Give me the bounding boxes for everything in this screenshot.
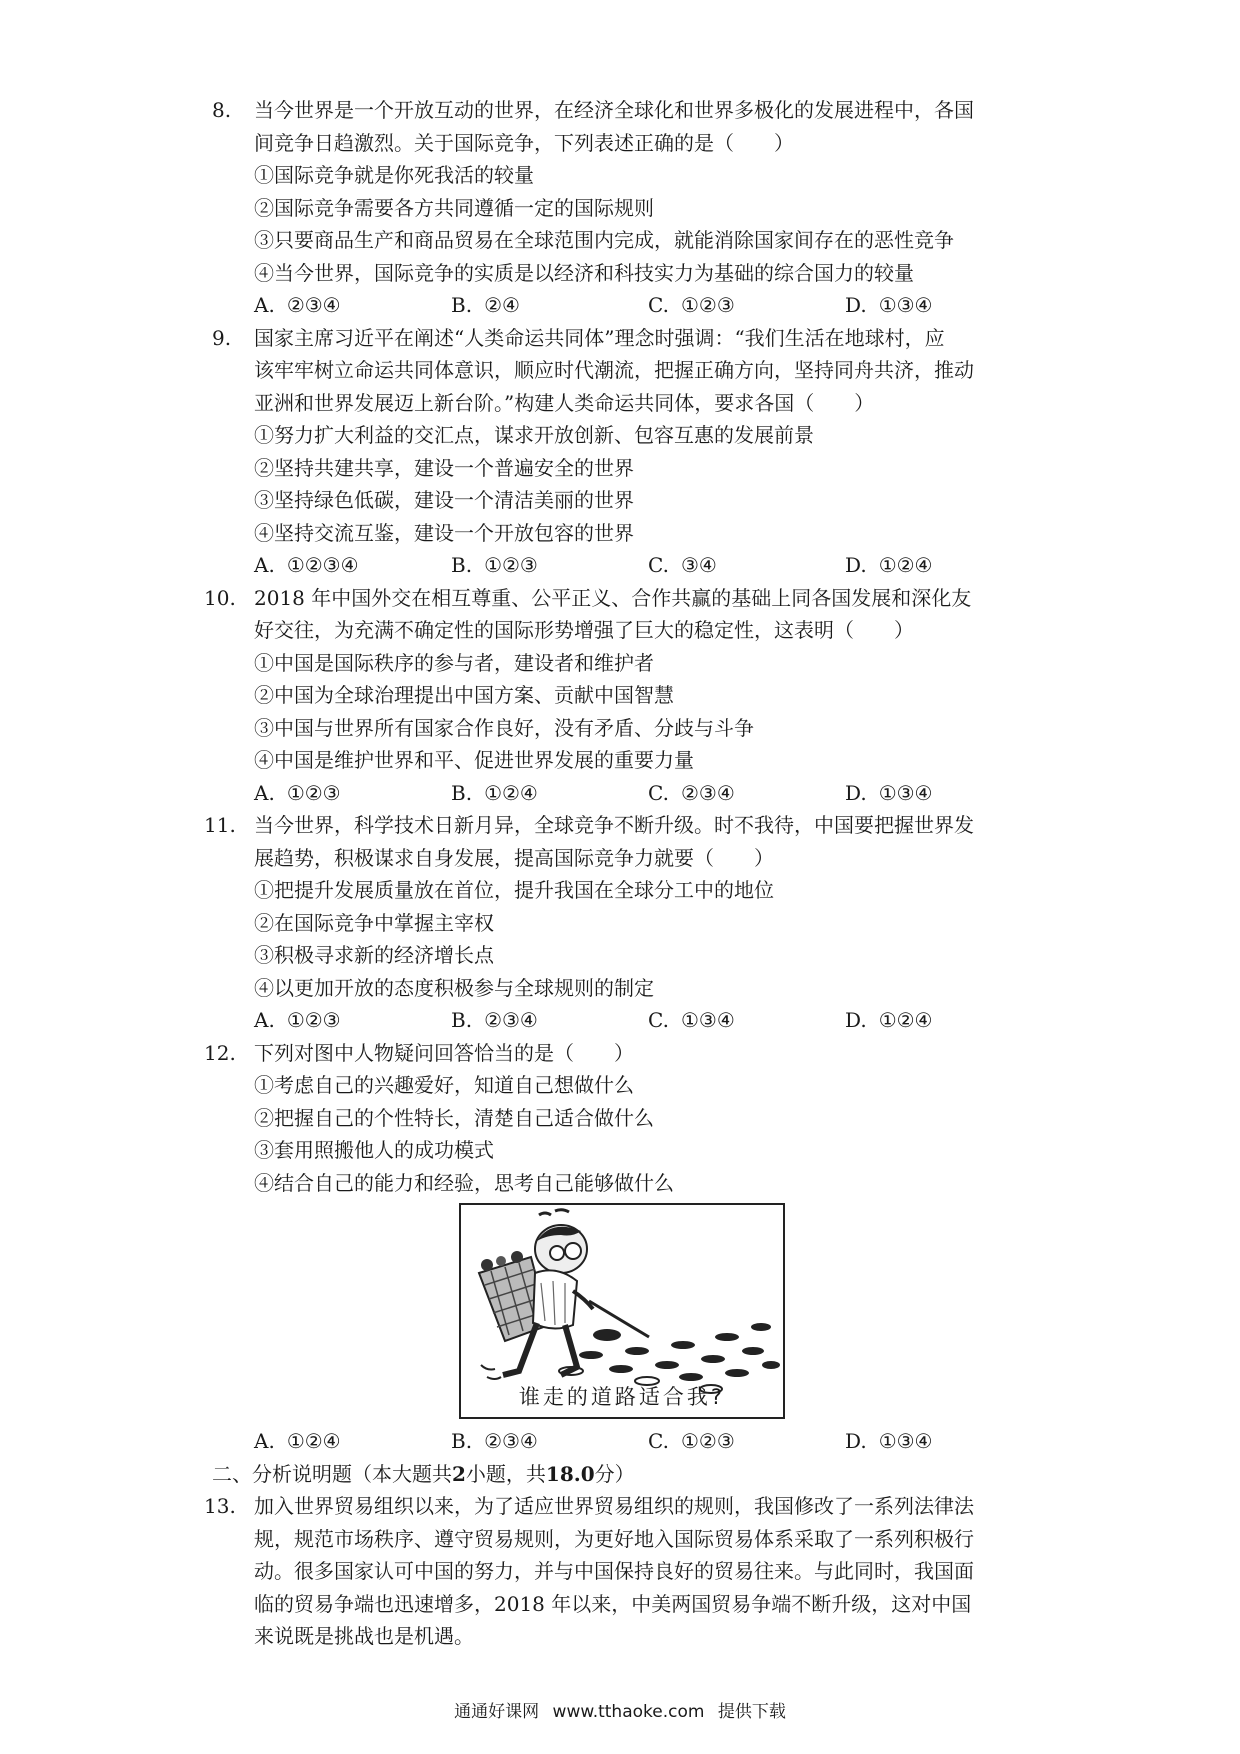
option-text: ①②④ [878, 553, 933, 577]
option-c[interactable] [648, 1004, 845, 1037]
option-text: ①③④ [878, 1429, 933, 1453]
cartoon-figure [459, 1203, 785, 1419]
option-a[interactable] [254, 777, 451, 810]
footer-tail: 提供下载 [717, 1702, 786, 1722]
section-heading-mid: 小题，共 [465, 1461, 546, 1486]
footer-url[interactable]: www.tthaoke.com [552, 1702, 705, 1722]
option-text: ①③④ [878, 780, 933, 805]
option-label: C. [648, 780, 669, 805]
statement-2: ②坚持共建共享，建设一个普遍安全的世界 [254, 455, 634, 480]
statement-2: ②中国为全球治理提出中国方案、贡献中国智慧 [254, 683, 674, 707]
option-text: ①②③ [286, 1008, 341, 1032]
option-d[interactable] [845, 289, 1042, 322]
question-number: 11. [204, 813, 236, 837]
option-label: B. [451, 293, 473, 317]
option-text: ①②③ [680, 1429, 735, 1453]
statement-4: ④中国是维护世界和平、促进世界发展的重要力量 [254, 748, 694, 772]
statement-3: ③只要商品生产和商品贸易在全球范围内完成，就能消除国家间存在的恶性竞争 [254, 228, 954, 252]
question-number: 8. [212, 98, 232, 122]
statement-1: ①努力扩大利益的交汇点，谋求开放创新、包容互惠的发展前景 [254, 423, 814, 447]
stem-text: 当今世界，科学技术日新月异，全球竞争不断升级。时不我待，中国要把握世界发 [254, 813, 974, 837]
option-text: ①③④ [680, 1008, 735, 1032]
question-9 [212, 322, 1042, 582]
option-d[interactable] [845, 1425, 1042, 1458]
option-text: ①③④ [878, 293, 933, 317]
question-stem-line: 亚洲和世界发展迈上新台阶。”构建人类命运共同体，要求各国（ ） [254, 390, 875, 415]
option-label: A. [254, 553, 275, 577]
option-text: ①②③ [484, 553, 538, 577]
question-stem-line: 展趋势，积极谋求自身发展，提高国际竞争力就要（ ） [254, 845, 774, 870]
section-heading [212, 1458, 1042, 1491]
options-row [212, 289, 1042, 322]
question-stem-line [204, 1037, 1042, 1070]
stem-text: 下列对图中人物疑问回答恰当的是（ ） [254, 1040, 634, 1065]
option-label: B. [451, 780, 473, 805]
option-a[interactable] [254, 1425, 451, 1458]
option-b[interactable] [451, 289, 648, 322]
option-label: A. [254, 780, 275, 805]
stem-text: 加入世界贸易组织以来，为了适应世界贸易组织的规则，我国修改了一系列法律法 [254, 1494, 974, 1518]
option-label: D. [845, 293, 867, 317]
option-label: B. [451, 553, 473, 577]
option-label: C. [648, 1008, 669, 1032]
option-c[interactable] [648, 777, 845, 810]
section-heading-suffix: 分） [594, 1461, 635, 1486]
question-stem-line [204, 582, 1042, 615]
statement-4: ④坚持交流互鉴，建设一个开放包容的世界 [254, 520, 634, 545]
figure-caption: 谁走的道路适合我? [518, 1385, 726, 1409]
stem-text: 2018 年中国外交在相互尊重、公平正义、合作共赢的基础上同各国发展和深化友 [254, 585, 972, 610]
question-stem-line [212, 94, 1042, 127]
options-row [212, 549, 1042, 582]
question-number: 12. [204, 1040, 236, 1065]
option-a[interactable] [254, 1004, 451, 1037]
statement-3: ③中国与世界所有国家合作良好，没有矛盾、分歧与斗争 [254, 715, 754, 740]
option-label: A. [254, 1008, 275, 1032]
section-score: 18.0 [545, 1461, 595, 1486]
question-number: 10. [204, 585, 236, 610]
question-stem-line: 该牢牢树立命运共同体意识，顺应时代潮流，把握正确方向，坚持同舟共济，推动 [254, 358, 974, 382]
option-label: D. [845, 780, 867, 805]
option-a[interactable] [254, 289, 451, 322]
statement-1: ①中国是国际秩序的参与者，建设者和维护者 [254, 650, 654, 675]
statement-1: ①国际竞争就是你死我活的较量 [254, 163, 534, 187]
option-label: C. [648, 553, 669, 577]
statement-4: ④当今世界，国际竞争的实质是以经济和科技实力为基础的综合国力的较量 [254, 260, 914, 285]
question-stem-line [204, 1490, 1042, 1523]
option-text: ②③④ [680, 780, 735, 805]
option-text: ①②④ [878, 1008, 933, 1032]
statement-4: ④以更加开放的态度积极参与全球规则的制定 [254, 975, 654, 1000]
option-b[interactable] [451, 1004, 648, 1037]
option-c[interactable] [648, 289, 845, 322]
option-text: ①②③ [286, 780, 341, 805]
option-b[interactable] [451, 777, 648, 810]
statement-3: ③套用照搬他人的成功模式 [254, 1138, 494, 1162]
page-footer [0, 1697, 1240, 1722]
statement-4: ④结合自己的能力和经验，思考自己能够做什么 [254, 1170, 674, 1195]
question-stem-line: 间竞争日趋激烈。关于国际竞争，下列表述正确的是（ ） [254, 130, 794, 155]
option-label: C. [648, 1429, 669, 1453]
statement-2: ②把握自己的个性特长，清楚自己适合做什么 [254, 1105, 654, 1130]
question-stem-line [212, 322, 1042, 355]
question-stem-line: 来说既是挑战也是机遇。 [254, 1624, 474, 1648]
question-stem-line: 临的贸易争端也迅速增多，2018 年以来，中美两国贸易争端不断升级，这对中国 [254, 1591, 972, 1616]
option-text: ①②③ [680, 293, 735, 317]
option-text: ①②④ [286, 1429, 341, 1453]
option-c[interactable] [648, 549, 845, 582]
option-label: A. [254, 1429, 275, 1453]
options-row [212, 1004, 1042, 1037]
option-d[interactable] [845, 549, 1042, 582]
question-12 [204, 1037, 1042, 1458]
statement-3: ③积极寻求新的经济增长点 [254, 943, 494, 967]
question-stem-line: 规，规范市场秩序、遵守贸易规则，为更好地入国际贸易体系采取了一系列积极行 [254, 1526, 974, 1551]
option-text: ③④ [680, 553, 717, 577]
stem-text: 国家主席习近平在阐述“人类命运共同体”理念时强调：“我们生活在地球村，应 [254, 325, 945, 350]
option-label: D. [845, 553, 867, 577]
question-number: 13. [204, 1494, 236, 1518]
option-label: C. [648, 293, 669, 317]
option-c[interactable] [648, 1425, 845, 1458]
option-a[interactable] [254, 549, 451, 582]
statement-1: ①把提升发展质量放在首位，提升我国在全球分工中的地位 [254, 878, 774, 902]
question-stem-line: 动。很多国家认可中国的努力，并与中国保持良好的贸易往来。与此同时，我国面 [254, 1559, 974, 1583]
option-b[interactable] [451, 549, 648, 582]
option-text: ②③④ [286, 293, 341, 317]
statement-1: ①考虑自己的兴趣爱好，知道自己想做什么 [254, 1073, 634, 1097]
question-stem-line: 好交往，为充满不确定性的国际形势增强了巨大的稳定性，这表明（ ） [254, 618, 914, 642]
options-row [212, 1425, 1042, 1458]
statement-2: ②在国际竞争中掌握主宰权 [254, 910, 494, 935]
option-label: B. [451, 1008, 473, 1032]
option-label: D. [845, 1429, 867, 1453]
question-stem-line [204, 809, 1042, 842]
option-d[interactable] [845, 1004, 1042, 1037]
question-13 [204, 1490, 1042, 1653]
option-b[interactable] [451, 1425, 648, 1458]
question-number: 9. [212, 325, 232, 350]
option-label: B. [451, 1429, 473, 1453]
section-question-count: 2 [452, 1461, 466, 1486]
option-text: ②③④ [484, 1429, 538, 1453]
option-text: ②④ [484, 293, 520, 317]
question-11 [204, 809, 1042, 1037]
question-8 [212, 94, 1042, 322]
options-row [212, 777, 1042, 810]
option-text: ①②③④ [286, 553, 359, 577]
statement-3: ③坚持绿色低碳，建设一个清洁美丽的世界 [254, 488, 634, 512]
option-text: ①②④ [484, 780, 538, 805]
statement-2: ②国际竞争需要各方共同遵循一定的国际规则 [254, 195, 654, 220]
option-label: A. [254, 293, 275, 317]
option-label: D. [845, 1008, 867, 1032]
question-10 [204, 582, 1042, 810]
option-text: ②③④ [484, 1008, 538, 1032]
footer-site-name: 通通好课网 [454, 1702, 540, 1722]
stem-text: 当今世界是一个开放互动的世界，在经济全球化和世界多极化的发展进程中，各国 [254, 98, 974, 122]
content-column [204, 94, 1042, 1653]
option-d[interactable] [845, 777, 1042, 810]
section-heading-prefix: 二、分析说明题（本大题共 [212, 1461, 452, 1486]
